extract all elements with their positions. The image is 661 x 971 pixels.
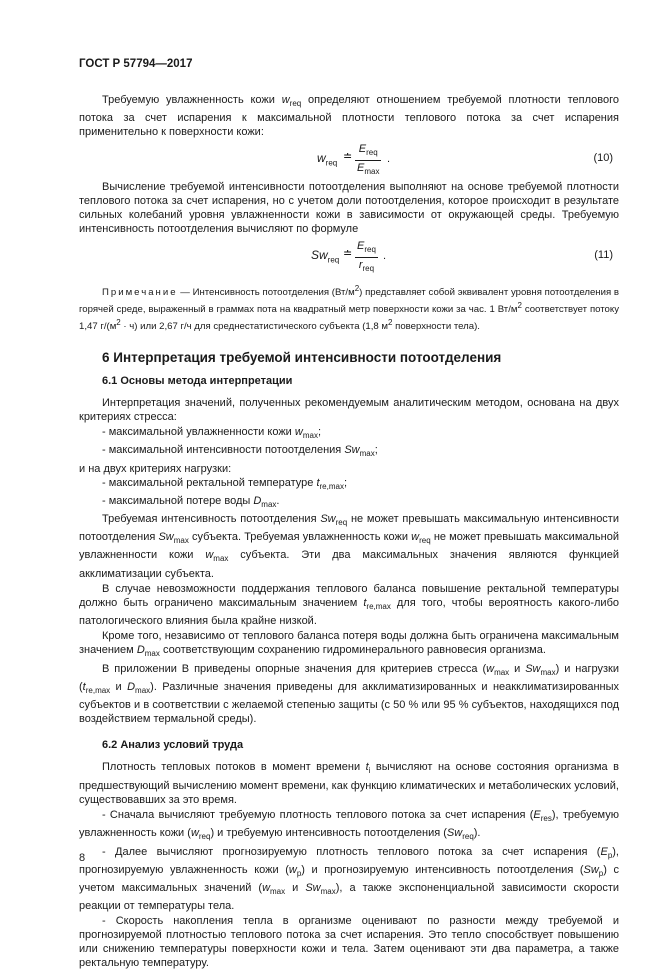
list-item: - максимальной интенсивности потоотделения $Sw_{max}$; <box>102 444 378 459</box>
paragraph: и на двух критериях нагрузки: <box>79 462 232 475</box>
equation-11: $Sw_{req}$ ≐ $E_{req}$ $r_{req}$ . (11) <box>79 239 619 273</box>
paragraph: В приложении В приведены опорные значения для критериев стресса ($w_{max}$ и $Sw_{max}$) и нагрузки ($t_{re,max}$ и $D_{max}$). Различные значения приведены для акклиматизированных и неакклиматизированных субъектов и в соответствии с желаемой степенью защиты (с 50 % или 95 % субъектов, находящихся под воздействием термальной среды). <box>79 662 620 726</box>
paragraph: Требуемая интенсивность потоотделения $Sw_{req}$ не может превышать максимальную интенсивности потоотделения $Sw_{max}$ субъекта. Требуемая увлажненность кожи $w_{req}$ не может превышать максимальной увлажненности кожи $w_{max}$ субъекта. Эти два максимальных значения являются функцией акклиматизации субъекта. <box>79 513 619 580</box>
paragraph: Интерпретация значений, полученных рекомендуемым аналитическим методом, основана на двух критериях стресса: <box>79 397 619 424</box>
paragraph: Кроме того, независимо от теплового баланса потеря воды должна быть ограничена максимальным значением $D_{max}$ соответствующим сохранению гидроминерального равновесия организма. <box>79 629 619 658</box>
page-number: 8 <box>79 852 86 864</box>
document-body <box>79 93 619 971</box>
equation-number: (10) <box>593 152 613 165</box>
subsection-6-2-title: 6.2 Анализ условий труда <box>102 739 244 752</box>
list-item: - максимальной потере воды $D_{max}$. <box>102 494 280 509</box>
section-6-title: 6 Интерпретация требуемой интенсивности потоотделения <box>102 350 502 366</box>
note: Примечание — Интенсивность потоотделения $(Вт/м^2)$ представляет собой эквивалент уровня потоотделения в горячей среде, выраженный в граммах пота на квадратный метр поверхности кожи за час. 1 $Вт/м^2$ соответствует потоку 1,47 $г/(м^2 \cdot ч)$ или 2,67 г/ч для среднестатистического субъекта (1,8 $м^2$ поверхности тела). <box>79 284 619 332</box>
document-header: ГОСТ Р 57794—2017 <box>79 58 193 70</box>
paragraph: - Далее вычисляют прогнозируемую плотность теплового потока за счет испарения $(E_p)$, прогнозируемую увлажненность кожи $(w_p)$ и прогнозируемую интенсивность потоотделения $(Sw_p)$ с учетом максимальных значений ($w_{max}$ и $Sw_{max}$), а также экспоненциальной зависимости скорости реакции от температуры тела. <box>79 845 619 913</box>
paragraph-skin-wettedness: Требуемую увлажненность кожи $w_{req}$ определяют отношением требуемой плотности теплового потока за счет испарения к максимальной плотности теплового потока за счет испарения применительно к поверхности кожи: <box>79 94 619 139</box>
equation-number: (11) <box>594 249 613 262</box>
equation-10: $w_{req}$ ≐ $E_{req}$ $E_{max}$ . (10) <box>79 142 619 176</box>
paragraph: Плотность тепловых потоков в момент времени $t_i$ вычисляют на основе состояния организма в предшествующий вычислению момент времени, как функцию климатических и метаболических условий, существовавших за это время. <box>79 761 619 806</box>
paragraph-sweat-rate: Вычисление требуемой интенсивности потоотделения выполняют на основе требуемой плотности теплового потока за счет испарения, но с учетом доли потоотделения, которое происходит в результате сильных колебаний уровня увлажненности кожи в зависимости от окружающей среды. Требуемую интенсивность потоотделения вычисляют по формуле <box>79 181 619 236</box>
paragraph: - Сначала вычисляют требуемую плотность теплового потока за счет испарения $(E_{res})$, требуемую увлажненность кожи $(w_{req})$ и требуемую интенсивность потоотделения $(Sw_{req})$. <box>79 808 619 841</box>
subsection-6-1-title: 6.1 Основы метода интерпретации <box>102 375 293 388</box>
list-item: - максимальной увлажненности кожи $w_{max}$; <box>102 426 322 441</box>
paragraph: В случае невозможности поддержания теплового баланса повышение ректальной температуры должно быть ограничено максимальным значением $t_{re,max}$ для того, чтобы вероятность какого-либо патологического влияния была крайне низкой. <box>79 582 619 627</box>
list-item: - максимальной ректальной температуре $t_{re,max}$; <box>102 476 348 491</box>
paragraph: - Скорость накопления тепла в организме оценивают по разности между требуемой и прогнозируемой плотностью теплового потока за счет испарения. Это тепло способствует повышению или снижению температуры поверхности кожи и тела. Затем оценивают эти два параметра, а также ректальную температуру. <box>79 915 619 970</box>
